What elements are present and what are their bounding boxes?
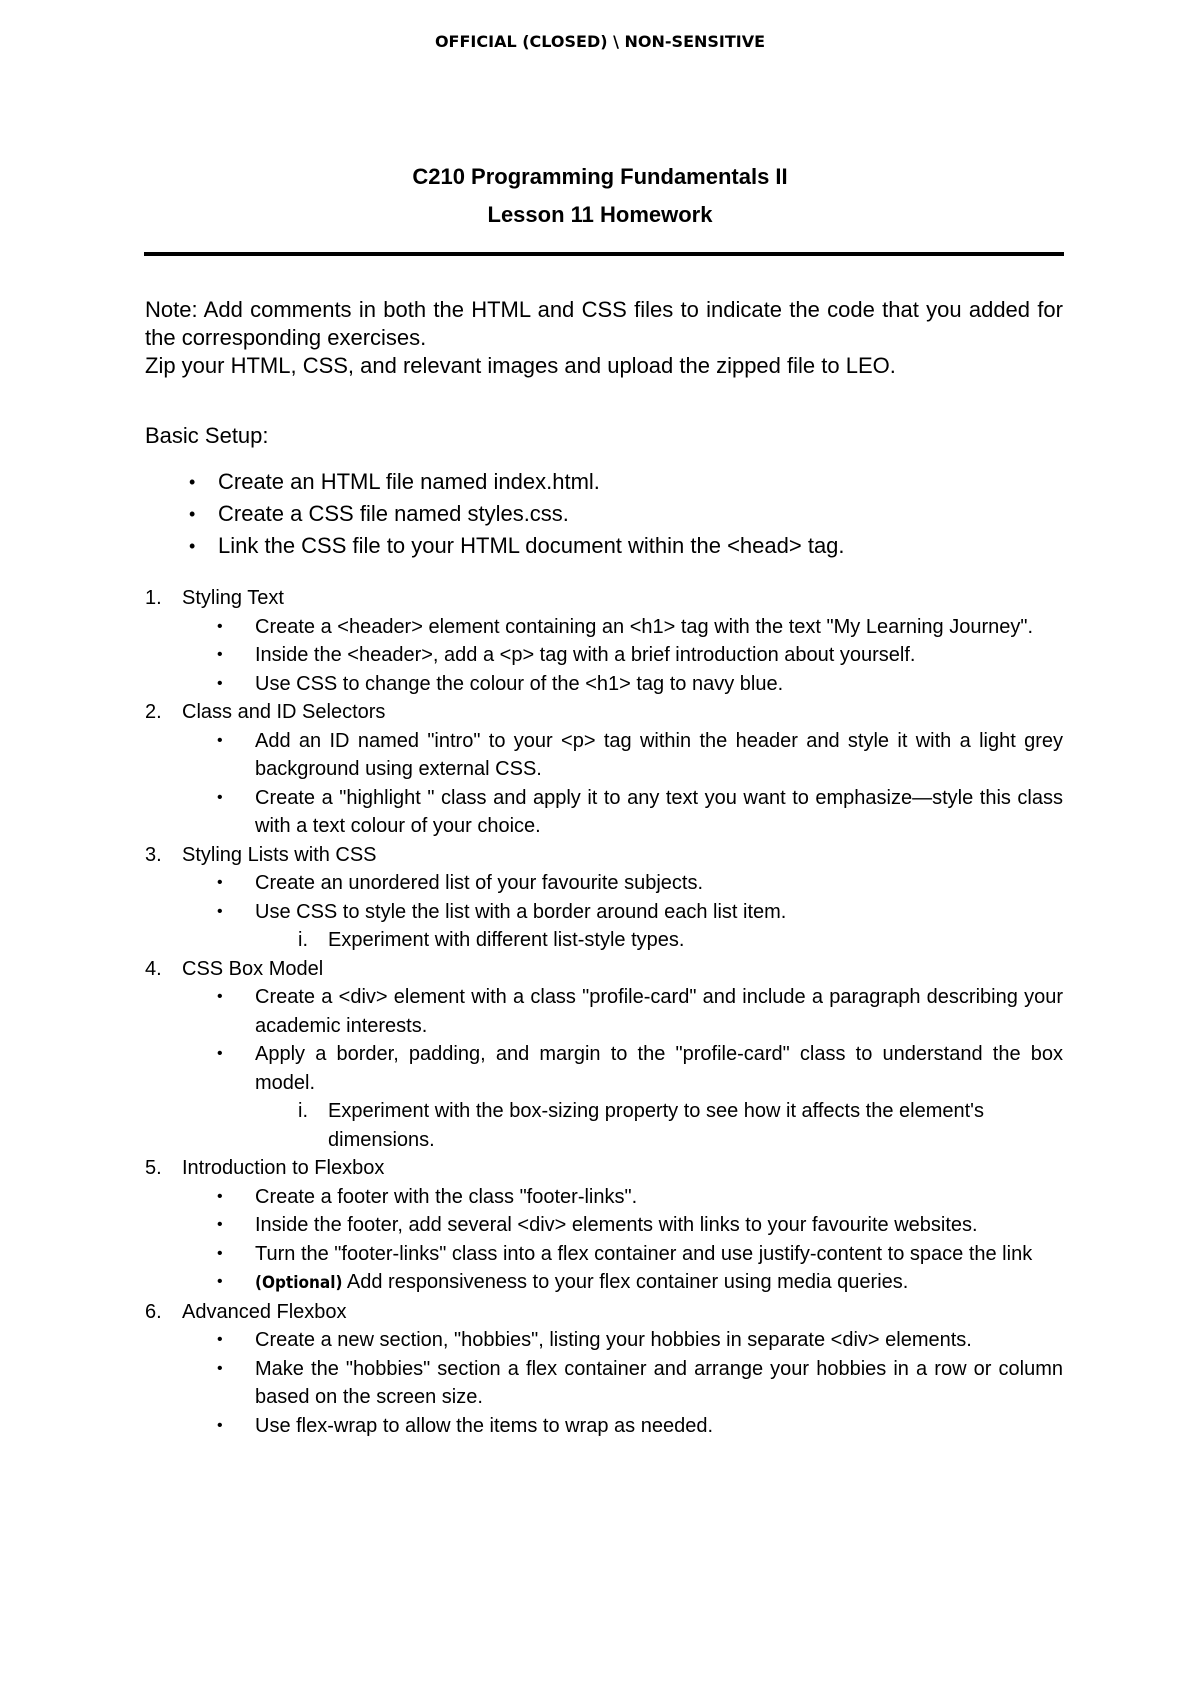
roman-subitem xyxy=(145,926,1063,955)
bullet-icon: • xyxy=(217,674,223,692)
setup-item-text: Create a CSS file named styles.css. xyxy=(218,501,569,526)
task-bullets xyxy=(182,613,1063,699)
task-number: 3. xyxy=(145,843,162,866)
task-bullet xyxy=(145,613,1063,642)
task-bullet-text: Create an unordered list of your favourite subjects. xyxy=(255,872,704,894)
task-list xyxy=(145,584,1063,1440)
task-bullet-text: Create a <header> element containing an <h1> tag with the text "My Learning Journey". xyxy=(255,615,1034,638)
task-heading: CSS Box Model xyxy=(182,957,324,980)
bullet-icon: • xyxy=(217,788,223,806)
task-bullet xyxy=(145,1211,1063,1240)
task-bullet xyxy=(145,641,1063,670)
setup-item xyxy=(145,498,1063,530)
roman-subitem-text: Experiment with the box-sizing property to see how it affects the element's dimensions. xyxy=(328,1100,984,1151)
task-bullet-text: Apply a border, padding, and margin to the "profile-card" class to understand the box model. xyxy=(255,1043,1063,1094)
roman-marker: i. xyxy=(298,929,308,951)
bullet-icon: • xyxy=(217,902,223,920)
bullet-icon: • xyxy=(217,1045,223,1062)
task-bullets xyxy=(182,983,1063,1097)
task-bullet xyxy=(145,1326,1063,1355)
course-title: C210 Programming Fundamentals II xyxy=(412,164,788,189)
title-block xyxy=(144,158,1056,234)
task-number: 1. xyxy=(145,587,162,609)
task-heading: Styling Lists with CSS xyxy=(182,843,377,866)
task-bullet-text: Turn the "footer-links" class into a flex container and use justify-content to space the link xyxy=(255,1242,1033,1265)
task-bullets xyxy=(182,727,1063,841)
task-subitems xyxy=(182,926,1063,955)
task-number: 6. xyxy=(145,1300,162,1323)
task-heading: Advanced Flexbox xyxy=(182,1300,347,1323)
task-bullet-text: Create a footer with the class "footer-links". xyxy=(255,1185,638,1208)
roman-marker: i. xyxy=(298,1100,308,1122)
task-bullet-text: Inside the <header>, add a <p> tag with a brief introduction about yourself. xyxy=(255,644,916,666)
task-bullets xyxy=(182,1326,1063,1440)
task-item xyxy=(145,698,1063,841)
task-bullet-text: Inside the footer, add several <div> elements with links to your favourite websites. xyxy=(255,1214,978,1236)
task-number: 4. xyxy=(145,957,162,980)
bullet-icon: • xyxy=(189,536,196,556)
task-bullet-text: Use CSS to change the colour of the <h1> tag to navy blue. xyxy=(255,672,784,695)
bullet-icon: • xyxy=(217,646,223,663)
task-bullet xyxy=(145,983,1063,1040)
task-item xyxy=(145,1298,1063,1441)
setup-item xyxy=(145,530,1063,562)
bullet-icon: • xyxy=(217,1216,223,1233)
task-bullet xyxy=(145,1040,1063,1097)
task-bullet xyxy=(145,898,1063,927)
setup-item-text: Link the CSS file to your HTML document within the <head> tag. xyxy=(218,533,845,558)
task-bullet-text: Make the "hobbies" section a flex container and arrange your hobbies in a row or column based on the screen size. xyxy=(255,1357,1063,1408)
task-item xyxy=(145,841,1063,955)
task-bullet xyxy=(145,727,1063,784)
bullet-icon: • xyxy=(217,1331,223,1348)
task-bullet-text: Create a <div> element with a class "profile-card" and include a paragraph describing your academic interests. xyxy=(255,986,1063,1037)
bullet-icon: • xyxy=(217,1359,223,1377)
title-divider xyxy=(144,252,1064,256)
task-bullet-text: Add an ID named "intro" to your <p> tag within the header and style it with a light grey background using external CSS. xyxy=(255,729,1063,780)
setup-item-text: Create an HTML file named index.html. xyxy=(218,469,600,494)
bullet-icon: • xyxy=(189,472,196,492)
task-bullet-text: Create a new section, "hobbies", listing your hobbies in separate <div> elements. xyxy=(255,1329,972,1351)
optional-tag: (Optional) xyxy=(255,1273,343,1293)
task-bullets xyxy=(182,869,1063,926)
basic-setup-label: Basic Setup: xyxy=(145,423,269,448)
task-item xyxy=(145,955,1063,1155)
task-bullet-text: Add responsiveness to your flex container using media queries. xyxy=(342,1271,909,1293)
bullet-icon: • xyxy=(217,1416,223,1434)
bullet-icon: • xyxy=(217,1187,223,1205)
task-number: 5. xyxy=(145,1157,162,1179)
task-bullet-text: Create a "highlight " class and apply it to any text you want to emphasize—style this class with a text colour of your choice. xyxy=(255,786,1063,837)
task-bullet xyxy=(145,1240,1063,1269)
task-heading: Introduction to Flexbox xyxy=(182,1157,385,1179)
bullet-icon: • xyxy=(217,731,223,749)
task-bullet-text: Use CSS to style the list with a border around each list item. xyxy=(255,900,787,923)
bullet-icon: • xyxy=(217,1244,223,1262)
task-heading: Class and ID Selectors xyxy=(182,701,386,723)
task-bullet xyxy=(145,1355,1063,1412)
classification-header: OFFICIAL (CLOSED) \ NON-SENSITIVE xyxy=(434,32,766,51)
task-bullet xyxy=(145,670,1063,699)
task-bullets xyxy=(182,1183,1063,1298)
setup-item xyxy=(145,466,1063,498)
basic-setup-list xyxy=(145,466,1063,562)
bullet-icon: • xyxy=(217,617,223,635)
roman-subitem xyxy=(145,1097,1063,1154)
bullet-icon: • xyxy=(217,988,223,1005)
note-line-2: Zip your HTML, CSS, and relevant images and upload the zipped file to LEO. xyxy=(145,353,896,378)
note-section xyxy=(145,296,1063,380)
task-heading: Styling Text xyxy=(182,587,284,609)
bullet-icon: • xyxy=(217,874,223,891)
task-bullet xyxy=(145,869,1063,898)
task-bullet xyxy=(145,1183,1063,1212)
task-bullet-optional xyxy=(145,1268,1063,1298)
task-subitems xyxy=(182,1097,1063,1154)
task-item xyxy=(145,1154,1063,1298)
task-bullet-text: Use flex-wrap to allow the items to wrap as needed. xyxy=(255,1414,713,1437)
note-line-1: Note: Add comments in both the HTML and CSS files to indicate the code that you added for the corresponding exercises. xyxy=(145,297,1063,350)
task-bullet xyxy=(145,784,1063,841)
roman-subitem-text: Experiment with different list-style types. xyxy=(328,929,685,951)
document-body xyxy=(145,296,1063,1440)
bullet-icon: • xyxy=(217,1273,223,1290)
task-number: 2. xyxy=(145,701,162,723)
lesson-title: Lesson 11 Homework xyxy=(487,202,713,227)
task-item xyxy=(145,584,1063,698)
bullet-icon: • xyxy=(189,504,196,524)
task-bullet xyxy=(145,1412,1063,1441)
